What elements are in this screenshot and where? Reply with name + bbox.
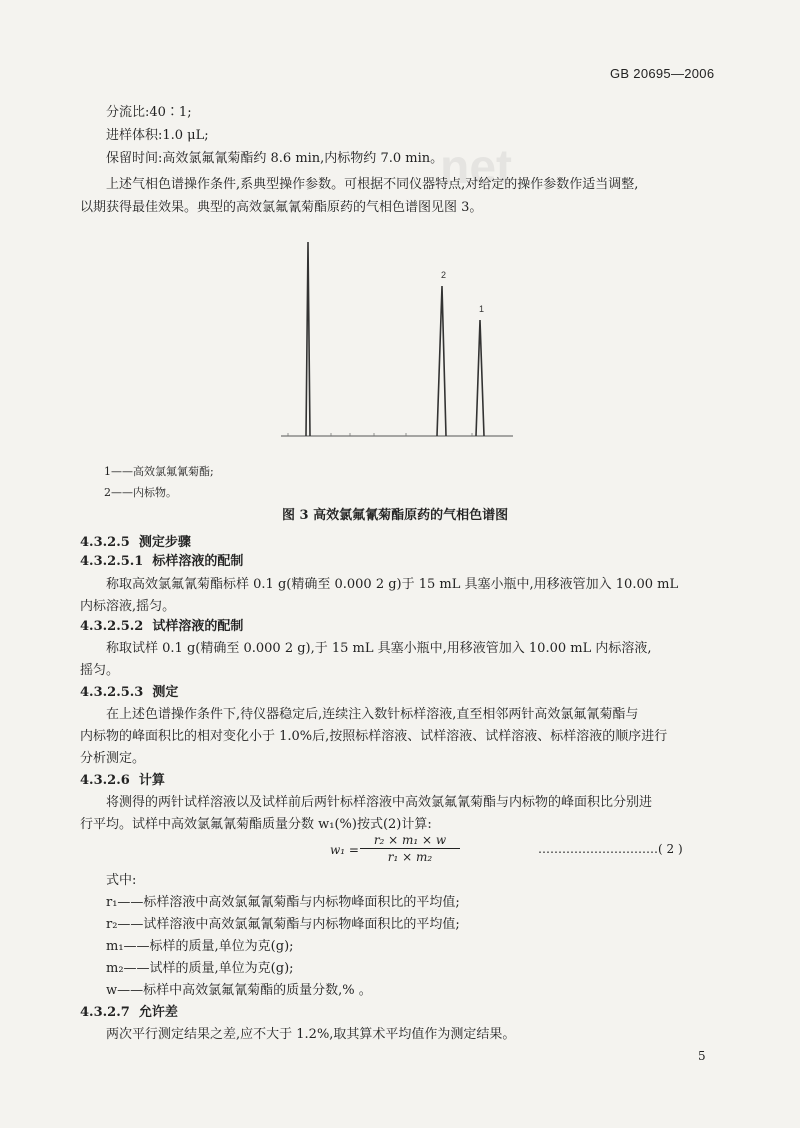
intro-line-2: 以期获得最佳效果。典型的高效氯氟氰菊酯原药的气相色谱图见图 3。 xyxy=(80,200,483,215)
section-4327-line-1: 两次平行测定结果之差,应不大于 1.2%,取其算术平均值作为测定结果。 xyxy=(106,1027,516,1042)
section-43252-heading: 4.3.2.5.2 试样溶液的配制 xyxy=(80,619,244,634)
definition-m2: m₂——试样的质量,单位为克(g); xyxy=(106,961,294,976)
figure-caption: 图 3 高效氯氟氰菊酯原药的气相色谱图 xyxy=(282,508,509,523)
condition-split-ratio: 分流比:40∶1; xyxy=(106,105,192,120)
intro-line-1: 上述气相色谱操作条件,系典型操作参数。可根据不同仪器特点,对给定的操作参数作适当调整, xyxy=(106,177,639,192)
condition-retention-time: 保留时间:高效氯氟氰菊酯约 8.6 min,内标物约 7.0 min。 xyxy=(106,151,444,166)
chart-legend-1: 1——高效氯氟氰菊酯; xyxy=(104,465,214,478)
section-4326-line-2: 行平均。试样中高效氯氟氰菊酯质量分数 w₁(%)按式(2)计算: xyxy=(80,817,432,832)
chart-peak-2 xyxy=(437,286,446,436)
chart-peak-label-1: 1 xyxy=(479,304,485,314)
condition-injection-volume: 进样体积:1.0 μL; xyxy=(106,128,209,143)
section-43252-line-2: 摇匀。 xyxy=(80,663,120,678)
chromatogram-chart xyxy=(276,234,526,446)
watermark: net xyxy=(440,141,512,194)
section-4325-heading: 4.3.2.5 测定步骤 xyxy=(80,535,191,550)
standard-number: GB 20695—2006 xyxy=(610,66,715,81)
chart-peak-label-2: 2 xyxy=(441,270,447,280)
formula-fraction xyxy=(360,833,460,864)
formula-lhs: w₁ = xyxy=(330,843,359,857)
section-43253-line-3: 分析测定。 xyxy=(80,751,146,766)
definition-r1: r₁——标样溶液中高效氯氟氰菊酯与内标物峰面积比的平均值; xyxy=(106,895,460,910)
chart-peak-solvent xyxy=(306,242,310,436)
section-43253-line-1: 在上述色谱操作条件下,待仪器稳定后,连续注入数针标样溶液,直至相邻两针高效氯氟氰菊酯与 xyxy=(106,707,639,722)
definition-r2: r₂——试样溶液中高效氯氟氰菊酯与内标物峰面积比的平均值; xyxy=(106,917,460,932)
equation-number: …………………………( 2 ) xyxy=(538,842,683,856)
section-43251-heading: 4.3.2.5.1 标样溶液的配制 xyxy=(80,554,244,569)
section-4326-line-1: 将测得的两针试样溶液以及试样前后两针标样溶液中高效氯氟氰菊酯与内标物的峰面积比分别进 xyxy=(106,795,653,810)
section-43253-line-2: 内标物的峰面积比的相对变化小于 1.0%后,按照标样溶液、试样溶液、试样溶液、标样溶液的顺序进行 xyxy=(80,729,668,744)
definitions-intro: 式中: xyxy=(106,873,137,888)
section-43251-line-2: 内标溶液,摇匀。 xyxy=(80,599,176,614)
page-number: 5 xyxy=(698,1049,706,1063)
section-43253-heading: 4.3.2.5.3 测定 xyxy=(80,685,179,700)
section-4327-heading: 4.3.2.7 允许差 xyxy=(80,1005,178,1020)
section-4326-heading: 4.3.2.6 计算 xyxy=(80,773,165,788)
section-43251-line-1: 称取高效氯氟氰菊酯标样 0.1 g(精确至 0.000 2 g)于 15 mL 具塞小瓶中,用移液管加入 10.00 mL xyxy=(106,577,679,592)
formula-numerator: r₂ × m₁ × w xyxy=(360,833,460,849)
definition-w: w——标样中高效氯氟氰菊酯的质量分数,% 。 xyxy=(106,983,372,998)
definition-m1: m₁——标样的质量,单位为克(g); xyxy=(106,939,294,954)
chart-peak-1 xyxy=(476,320,484,436)
chart-legend-2: 2——内标物。 xyxy=(104,486,177,499)
section-43252-line-1: 称取试样 0.1 g(精确至 0.000 2 g),于 15 mL 具塞小瓶中,用移液管加入 10.00 mL 内标溶液, xyxy=(106,641,652,656)
formula-denominator: r₁ × m₂ xyxy=(387,850,433,864)
